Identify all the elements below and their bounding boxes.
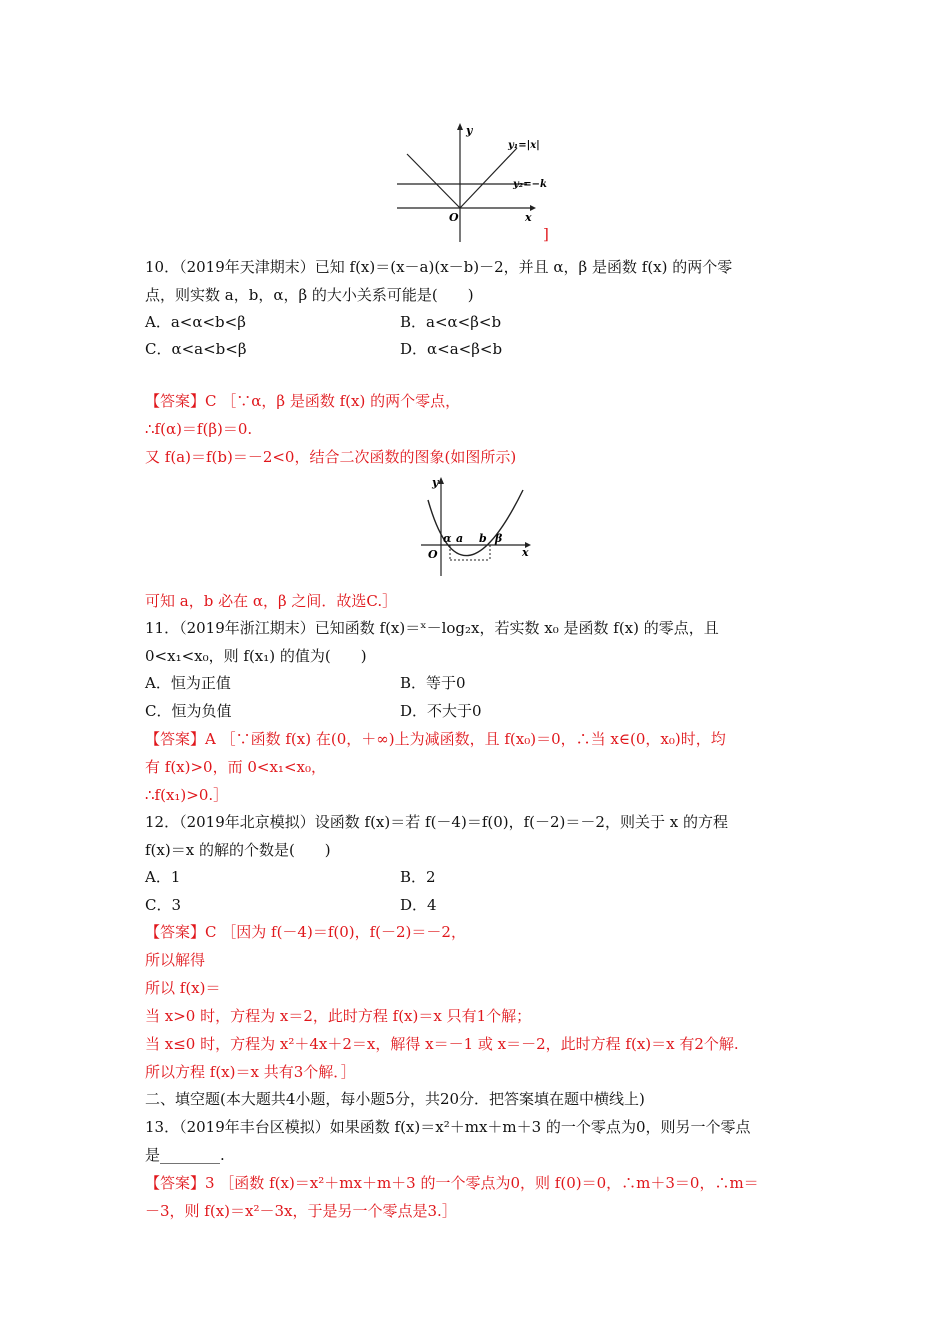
q10-option-d: D．α<a<β<b	[400, 340, 503, 358]
origin-label: O	[428, 548, 438, 561]
q13-stem-1: 13．（2019年丰台区模拟）如果函数 f(x)＝x²＋mx＋m＋3 的一个零点为0，则另一个零点	[145, 1118, 751, 1136]
q10-option-b: B．a<α<β<b	[400, 313, 502, 331]
q12-stem-1: 12．（2019年北京模拟）设函数 f(x)＝若 f(－4)＝f(0)，f(－2)＝－2，则关于 x 的方程	[145, 813, 728, 831]
b-label: b	[479, 532, 487, 545]
q10-stem-2: 点，则实数 a，b，α，β 的大小关系可能是( )	[145, 286, 474, 304]
q12-answer-5: 当 x≤0 时，方程为 x²＋4x＋2＝x，解得 x＝－1 或 x＝－2，此时方程 f(x)＝x 有2个解.	[145, 1035, 739, 1053]
q11-answer-2: 有 f(x)>0，而 0<x₁<x₀，	[145, 758, 326, 776]
q12-stem-2: f(x)＝x 的解的个数是( )	[145, 841, 331, 859]
y-axis-label: y	[432, 476, 439, 489]
q11-stem-2: 0<x₁<x₀，则 f(x₁) 的值为( )	[145, 647, 367, 665]
q12-answer-6: 所以方程 f(x)＝x 共有3个解．］	[145, 1063, 356, 1081]
q11-option-c: C．恒为负值	[145, 702, 232, 720]
label-y1: y₁=|x|	[508, 140, 540, 151]
parabola-curve	[428, 490, 523, 556]
x-axis-label: x	[525, 211, 532, 224]
answer-close-bracket: ]	[543, 225, 549, 243]
line-y1-left	[407, 154, 460, 208]
q12-answer-4: 当 x>0 时，方程为 x＝2，此时方程 f(x)＝x 只有1个解；	[145, 1007, 532, 1025]
figure-abs-graph	[365, 118, 565, 246]
q11-answer-1: 【答案】A ［∵函数 f(x) 在(0，＋∞)上为减函数，且 f(x₀)＝0，∴当 x∈(0，x₀)时，均	[145, 730, 726, 748]
x-axis-label: x	[522, 546, 529, 559]
beta-label: β	[495, 532, 503, 545]
section-2-heading: 二、填空题(本大题共4小题，每小题5分，共20分．把答案填在题中横线上)	[145, 1090, 645, 1108]
q10-option-c: C．α<a<b<β	[145, 340, 247, 358]
q11-option-b: B．等于0	[400, 674, 466, 692]
y-axis-arrow	[438, 477, 444, 484]
q12-option-c: C．3	[145, 896, 182, 914]
q10-answer-1: 【答案】C ［∵α，β 是函数 f(x) 的两个零点，	[145, 392, 461, 410]
q10-stem-1: 10．（2019年天津期末）已知 f(x)＝(x－a)(x－b)－2，并且 α，β 是函数 f(x) 的两个零	[145, 258, 733, 276]
line-y1-right	[460, 148, 517, 208]
q10-answer-3: 又 f(a)＝f(b)＝－2<0，结合二次函数的图象(如图所示)	[145, 448, 517, 466]
label-y2: y₂=−k	[513, 179, 547, 190]
q12-option-d: D．4	[400, 896, 437, 914]
q10-option-a: A．a<α<b<β	[145, 313, 246, 331]
q11-answer-3: ∴f(x₁)>0.］	[145, 786, 229, 804]
q13-answer-2: －3，则 f(x)＝x²－3x，于是另一个零点是3.］	[145, 1202, 457, 1220]
q12-option-b: B．2	[400, 868, 436, 886]
q12-option-a: A．1	[145, 868, 181, 886]
q12-answer-1: 【答案】C ［因为 f(－4)＝f(0)，f(－2)＝－2，	[145, 923, 466, 941]
figure-parabola	[413, 472, 538, 582]
q12-answer-3: 所以 f(x)＝	[145, 979, 221, 997]
y-axis-arrow	[457, 123, 463, 130]
q11-option-d: D．不大于0	[400, 702, 482, 720]
q10-answer-2: ∴f(α)＝f(β)＝0.	[145, 420, 253, 438]
y-axis-label: y	[466, 124, 473, 137]
alpha-label: α	[443, 532, 452, 545]
q13-stem-2: 是________.	[145, 1146, 225, 1164]
q10-answer-4: 可知 a，b 必在 α，β 之间．故选C.］	[145, 592, 398, 610]
q13-answer-1: 【答案】3 ［函数 f(x)＝x²＋mx＋m＋3 的一个零点为0，则 f(0)＝0，∴m＋3＝0，∴m＝	[145, 1174, 759, 1192]
q11-option-a: A．恒为正值	[145, 674, 231, 692]
q11-stem-1: 11．（2019年浙江期末）已知函数 f(x)＝ˣ－log₂x，若实数 x₀ 是函数 f(x) 的零点，且	[145, 619, 719, 637]
a-label: a	[456, 532, 464, 545]
origin-label: O	[449, 211, 459, 224]
q12-answer-2: 所以解得	[145, 951, 206, 969]
